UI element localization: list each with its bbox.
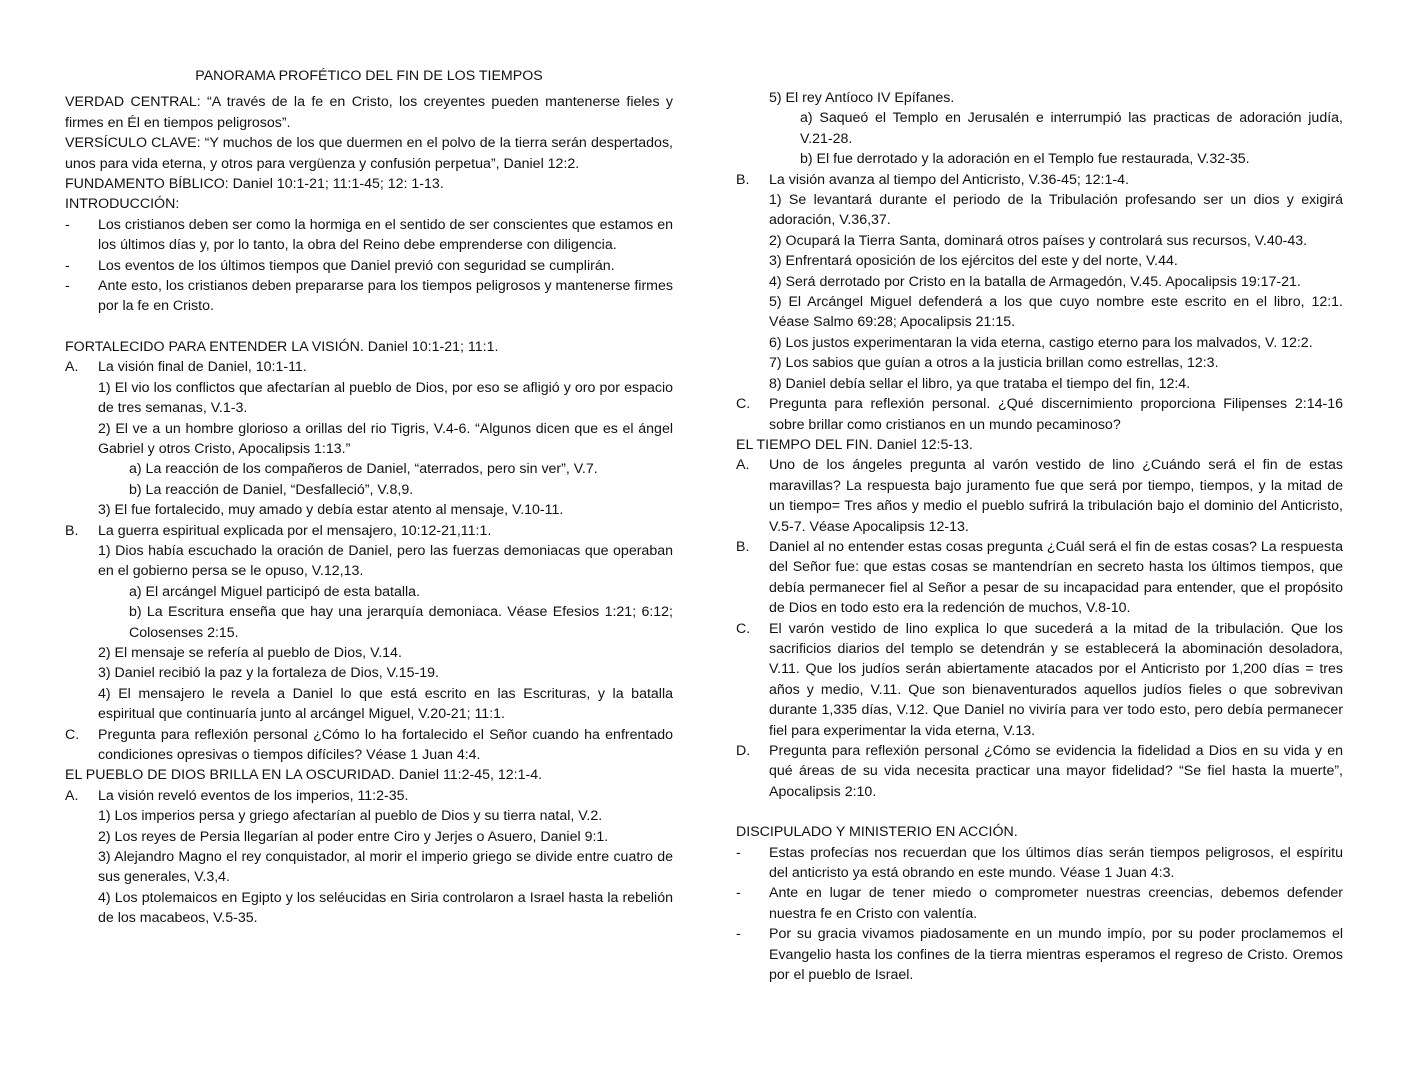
sub-sub-item: a) Saqueó el Templo en Jerusalén e interrumpió las practicas de adoración judía, V.21-28. xyxy=(800,110,1343,147)
sub-item: 4) Los ptolemaicos en Egipto y los seléucidas en Siria controlaron a Israel hasta la rebelión de los macabeos, V.5-35. xyxy=(98,889,673,927)
sub-sub-item: b) La reacción de Daniel, “Desfalleció”, V.8,9. xyxy=(129,481,414,498)
sub-item: 5) El rey Antíoco IV Epífanes. xyxy=(769,90,955,106)
sub-sub-item: a) La reacción de los compañeros de Daniel, “aterrados, pero sin ver”, V.7. xyxy=(129,461,598,478)
sub-item: 2) Los reyes de Persia llegarían al poder entre Ciro y Jerjes o Asuero, Daniel 9:1. xyxy=(98,828,609,845)
sub-item: 5) El Arcángel Miguel defenderá a los que cuyo nombre este escrito en el libro, 12:1. Véase Salmo 69:28; Apocalipsis 21:15. xyxy=(769,294,1343,331)
section-item: A. La visión final de Daniel, 10:1-11. xyxy=(65,359,307,376)
page-title: PANORAMA PROFÉTICO DEL FIN DE LOS TIEMPOS xyxy=(195,68,543,84)
section-item: D. Pregunta para reflexión personal ¿Cómo se evidencia la fidelidad a Dios en su vida y en qué áreas de su vida necesita practicar una mayor fidelidad? “Se fiel hasta la muerte”, Apocalipsis 2:10. xyxy=(736,743,1343,800)
key-verse: VERSÍCULO CLAVE: “Y muchos de los que duermen en el polvo de la tierra serán despertados, unos para vida eterna, y otros para vergüenza y confusión perpetua”, Daniel 12:2. xyxy=(65,135,673,172)
section-item: C. Pregunta para reflexión personal ¿Cómo lo ha fortalecido el Señor cuando ha enfrentado condiciones opresivas o tiempos difíciles? Véase 1 Juan 4:4. xyxy=(65,726,673,763)
section-item: A. Uno de los ángeles pregunta al varón vestido de lino ¿Cuándo será el fin de estas maravillas? La respuesta bajo juramento fue que será por tiempo, tiempos, y la mitad de un tiempo= Tres años y medio el pueblo sufrirá la tribulación bajo el dominio del Anticristo, V.5-7. Véase Apocalipsis 12-13. xyxy=(736,457,1343,535)
section-item: C. Pregunta para reflexión personal. ¿Qué discernimiento proporciona Filipenses 2:14-16 sobre brillar como cristianos en un mundo pecaminoso? xyxy=(736,396,1343,433)
sub-item: 1) Los imperios persa y griego afectarían al pueblo de Dios y su tierra natal, V.2. xyxy=(98,808,603,825)
sub-item: 3) Enfrentará oposición de los ejércitos del este y del norte, V.44. xyxy=(769,253,1178,270)
intro-bullet: - Ante esto, los cristianos deben prepararse para los tiempos peligrosos y mantenerse firmes por la fe en Cristo. xyxy=(65,278,673,315)
action-bullet: - Ante en lugar de tener miedo o comprometer nuestras creencias, debemos defender nuestra fe en Cristo con valentía. xyxy=(736,885,1343,922)
sub-item: 1) El vio los conflictos que afectarían al pueblo de Dios, por eso se afligió y oro por espacio de tres semanas, V.1-3. xyxy=(98,379,673,417)
left-column xyxy=(65,66,673,929)
intro-heading: INTRODUCCIÓN: xyxy=(65,196,180,213)
section-heading: FORTALECIDO PARA ENTENDER LA VISIÓN. Daniel 10:1-21; 11:1. xyxy=(65,338,499,355)
section-item: B. La visión avanza al tiempo del Anticristo, V.36-45; 12:1-4. xyxy=(736,171,1129,188)
sub-item: 7) Los sabios que guían a otros a la justicia brillan como estrellas, 12:3. xyxy=(769,355,1219,372)
action-bullet: - Estas profecías nos recuerdan que los últimos días serán tiempos peligrosos, el espíritu del anticristo ya está obrando en este mundo. Véase 1 Juan 4:3. xyxy=(736,844,1343,882)
section-heading: EL TIEMPO DEL FIN. Daniel 12:5-13. xyxy=(736,436,973,453)
sub-sub-item: b) La Escritura enseña que hay una jerarquía demoniaca. Véase Efesios 1:21; 6:12; Colosenses 2:15. xyxy=(129,604,673,641)
sub-item: 6) Los justos experimentaran la vida eterna, castigo eterno para los malvados, V. 12:2. xyxy=(769,334,1313,351)
sub-item: 3) Alejandro Magno el rey conquistador, al morir el imperio griego se divide entre cuatro de sus generales, V.3,4. xyxy=(98,849,673,886)
sub-item: 2) El mensaje se refería al pueblo de Dios, V.14. xyxy=(98,644,402,661)
sub-item: 2) Ocupará la Tierra Santa, dominará otros países y controlará sus recursos, V.40-43. xyxy=(769,232,1308,249)
sub-item: 3) El fue fortalecido, muy amado y debía estar atento al mensaje, V.10-11. xyxy=(98,502,564,519)
intro-bullet: - Los cristianos deben ser como la hormiga en el sentido de ser conscientes que estamos en los últimos días y, por lo tanto, la obra del Reino debe emprenderse con diligencia. xyxy=(65,216,673,254)
section-item: C. El varón vestido de lino explica lo que sucederá a la mitad de la tribulación. Que los sacrificios diarios del templo se detendrán y se establecerá la abominación desoladora, V.11. Que los judíos serán abiertamente atacados por el Anticristo por 1,200 días = tres años y medio, V.11. Que son bienaventurados aquellos judíos fieles o que sobrevivan durante 1,335 días, V.12. Que Daniel no viviría para ver todo esto, pero debía permanecer fiel para experimentar la vida eterna, V.13. xyxy=(736,620,1343,739)
sub-item: 1) Dios había escuchado la oración de Daniel, pero las fuerzas demoniacas que operaban en el gobierno persa se le opuso, V.12,13. xyxy=(98,542,673,580)
sub-item: 1) Se levantará durante el periodo de la Tribulación profesando ser un dios y exigirá adoración, V.36,37. xyxy=(769,192,1343,229)
sub-item: 4) El mensajero le revela a Daniel lo que está escrito en las Escrituras, y la batalla espiritual que continuaría junto al arcángel Miguel, V.20-21; 11:1. xyxy=(98,685,673,723)
sub-item: 3) Daniel recibió la paz y la fortaleza de Dios, V.15-19. xyxy=(98,665,439,682)
sub-sub-item: b) El fue derrotado y la adoración en el Templo fue restaurada, V.32-35. xyxy=(800,151,1250,168)
section-item: B. La guerra espiritual explicada por el mensajero, 10:12-21,11:1. xyxy=(65,522,492,539)
sub-item: 8) Daniel debía sellar el libro, ya que trataba el tiempo del fin, 12:4. xyxy=(769,375,1191,392)
intro-bullet: - Los eventos de los últimos tiempos que Daniel previó con seguridad se cumplirán. xyxy=(65,257,615,274)
section-item: A. La visión reveló eventos de los imperios, 11:2-35. xyxy=(65,787,409,804)
sub-item: 4) Será derrotado por Cristo en la batalla de Armagedón, V.45. Apocalipsis 19:17-21. xyxy=(769,273,1301,290)
section-item: B. Daniel al no entender estas cosas pregunta ¿Cuál será el fin de estas cosas? La respuesta del Señor fue: que estas cosas se mantendrían en secreto hasta los últimos tiempos, que debía permanecer fiel al Señor a pesar de su incapacidad para entender, que el propósito de Dios en todo esto era la redención de muchos, V.8-10. xyxy=(736,538,1343,617)
central-truth: VERDAD CENTRAL: “A través de la fe en Cristo, los creyentes pueden mantenerse fieles y firmes en Él en tiempos peligrosos”. xyxy=(65,94,673,131)
section-heading: EL PUEBLO DE DIOS BRILLA EN LA OSCURIDAD. Daniel 11:2-45, 12:1-4. xyxy=(65,767,543,784)
section-heading: DISCIPULADO Y MINISTERIO EN ACCIÓN. xyxy=(736,824,1018,841)
action-bullet: - Por su gracia vivamos piadosamente en un mundo impío, por su poder proclamemos el Evangelio hasta los confines de la tierra mientras esperamos el regreso de Cristo. Oremos por el pueblo de Israel. xyxy=(736,926,1343,984)
sub-sub-item: a) El arcángel Miguel participó de esta batalla. xyxy=(129,583,421,600)
biblical-foundation: FUNDAMENTO BÍBLICO: Daniel 10:1-21; 11:1-45; 12: 1-13. xyxy=(65,176,444,193)
right-column xyxy=(736,88,1343,985)
sub-item: 2) El ve a un hombre glorioso a orillas del rio Tigris, V.4-6. “Algunos dicen que es el ángel Gabriel y otros Cristo, Apocalipsis 1:13.” xyxy=(98,420,673,457)
